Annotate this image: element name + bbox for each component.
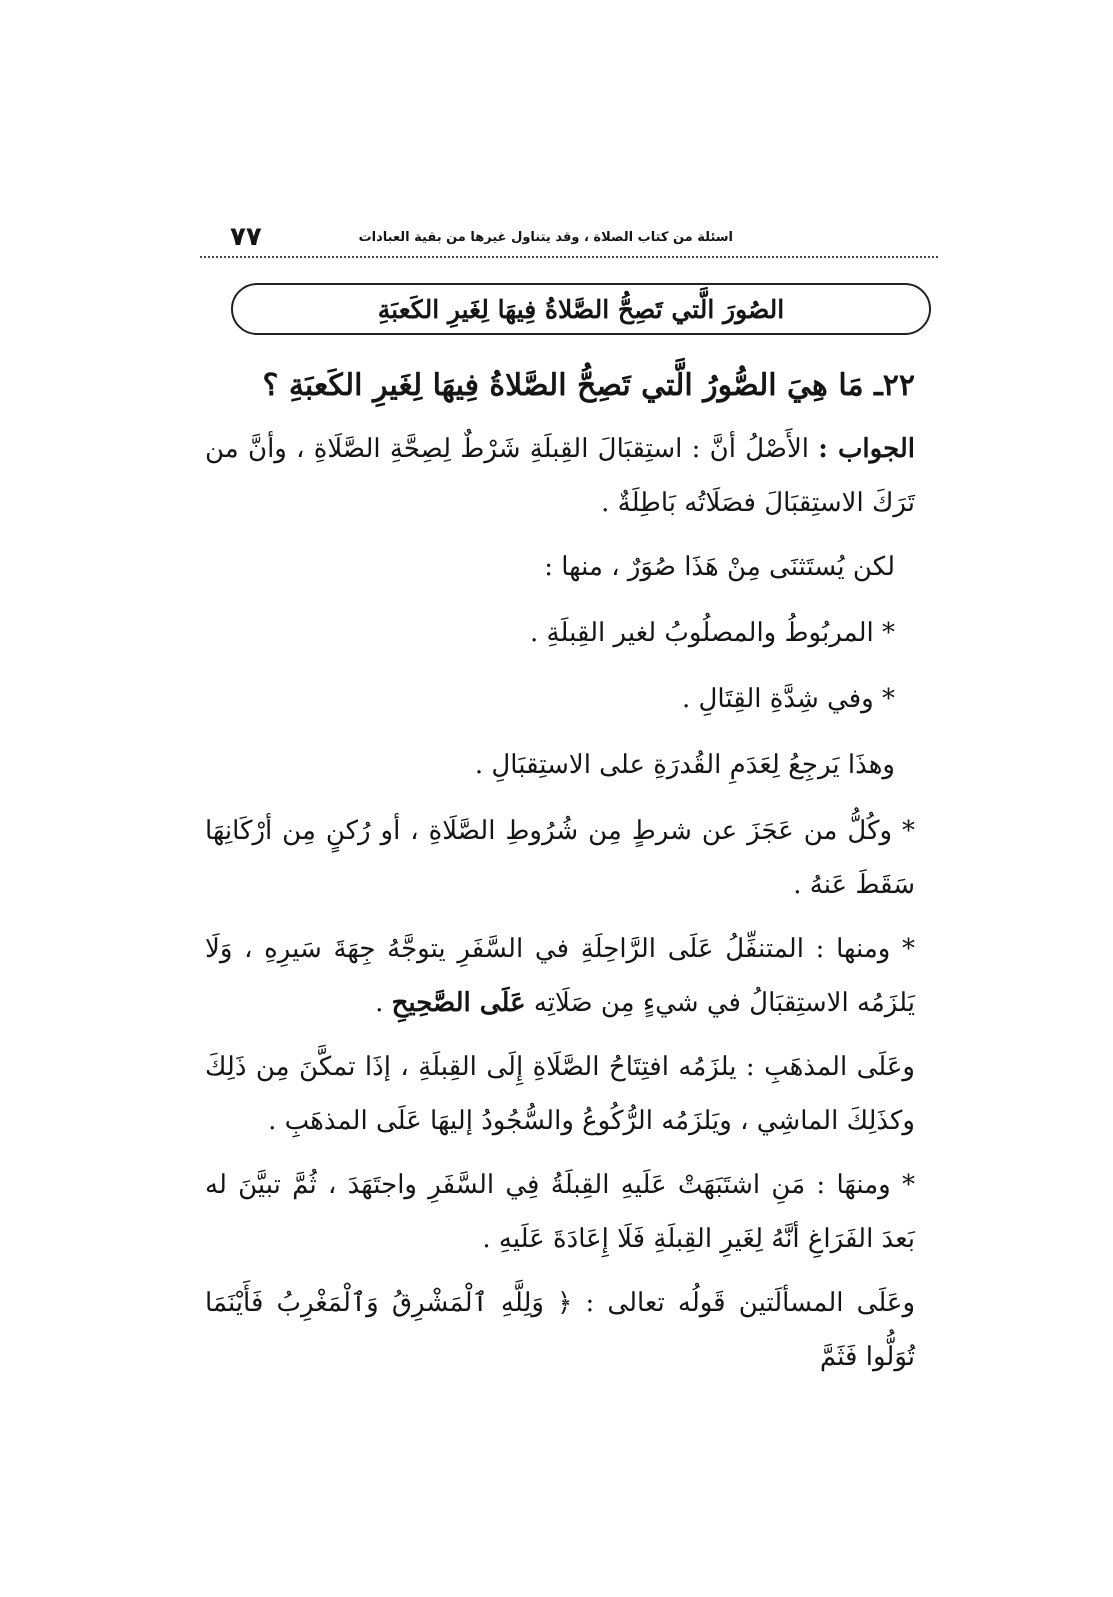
paragraph-inability: وهذَا يَرجِعُ لِعَدَمِ القُدرَةِ على الاستِقبَالِ .	[474, 750, 895, 780]
paragraph-incapable: * وكُلُّ من عَجَزَ عن شرطٍ مِن شُرُوطِ الصَّلَاةِ ، أو رُكنٍ مِن أرْكَانِهَا سَقَطَ عَنهُ .	[205, 816, 915, 900]
paragraph-exceptions-intro: لكن يُستَثنَى مِنْ هَذَا صُوَرٌ ، منها :	[544, 552, 895, 582]
paragraph-voluntary-rider	[205, 922, 915, 1030]
page-body	[205, 350, 915, 1394]
answer-text: الأَصْلُ أنَّ : استِقبَالَ القِبلَةِ شَرْطٌ لِصِحَّةِ الصَّلَاةِ ، وأنَّ من تَرَكَ الاستِقبَالَ فصَلَاتُه بَاطِلَةٌ .	[205, 434, 915, 518]
answer-paragraph	[205, 422, 915, 530]
rider-end: .	[375, 988, 384, 1018]
section-title: الصُورَ الَّتي تَصِحُّ الصَّلاةُ فِيهَا لِغَيرِ الكَعبَةِ	[377, 294, 785, 324]
running-header	[200, 222, 938, 258]
section-title-banner	[231, 283, 931, 335]
rider-bold-text: عَلَى الصَّحِيحِ	[391, 988, 526, 1018]
paragraph-bound-crucified: * المربُوطُ والمصلُوبُ لغير القِبلَةِ .	[530, 618, 895, 648]
answer-label: الجواب :	[818, 434, 916, 464]
page-number: ٧٧	[230, 222, 262, 252]
question-heading: ٢٢ـ مَا هِيَ الصُّورُ الَّتي تَصِحُّ الصَّلاةُ فِيهَا لِغَيرِ الكَعبَةِ ؟	[262, 368, 915, 403]
rider-text: * ومنها : المتنفِّلُ عَلَى الرَّاحِلَةِ في السَّفَرِ يتوجَّهُ جِهَةَ سَيرِهِ ، وَلَا يَلزَمُه الاستِقبَالُ في شيءٍ مِن صَلَاتِه	[205, 934, 915, 1018]
paragraph-intense-fighting: * وفي شِدَّةِ القِتَالِ .	[682, 684, 895, 714]
paragraph-quran-verse: وعَلَى المسألَتين قَولُه تعالى : ﴿ وَلِلَّهِ ٱلْمَشْرِقُ وَٱلْمَغْرِبُ فَأَيْنَمَا تُوَلُّوا فَثَمَّ	[205, 1288, 915, 1372]
paragraph-madhhab: وعَلَى المذهَبِ : يلزَمُه افتِتَاحُ الصَّلَاةِ إِلَى القِبلَةِ ، إذَا تمكَّنَ مِن ذَلِكَ وكذَلِكَ الماشِي ، ويَلزَمُه الرُّكُوعُ والسُّجُودُ إليهَا عَلَى المذهَبِ .	[205, 1052, 915, 1136]
paragraph-qibla-confusion: * ومنهَا : مَنِ اشتَبَهَتْ عَلَيهِ القِبلَةُ فِي السَّفَرِ واجتَهَدَ ، ثُمَّ تبيَّنَ له بَعدَ الفَرَاغِ أنَّهُ لِغَيرِ القِبلَةِ فَلَا إِعَادَةَ عَلَيهِ .	[205, 1170, 915, 1254]
running-header-title: اسئلة من كتاب الصلاة ، وقد يتناول غيرها من بقية العبادات	[358, 230, 733, 245]
